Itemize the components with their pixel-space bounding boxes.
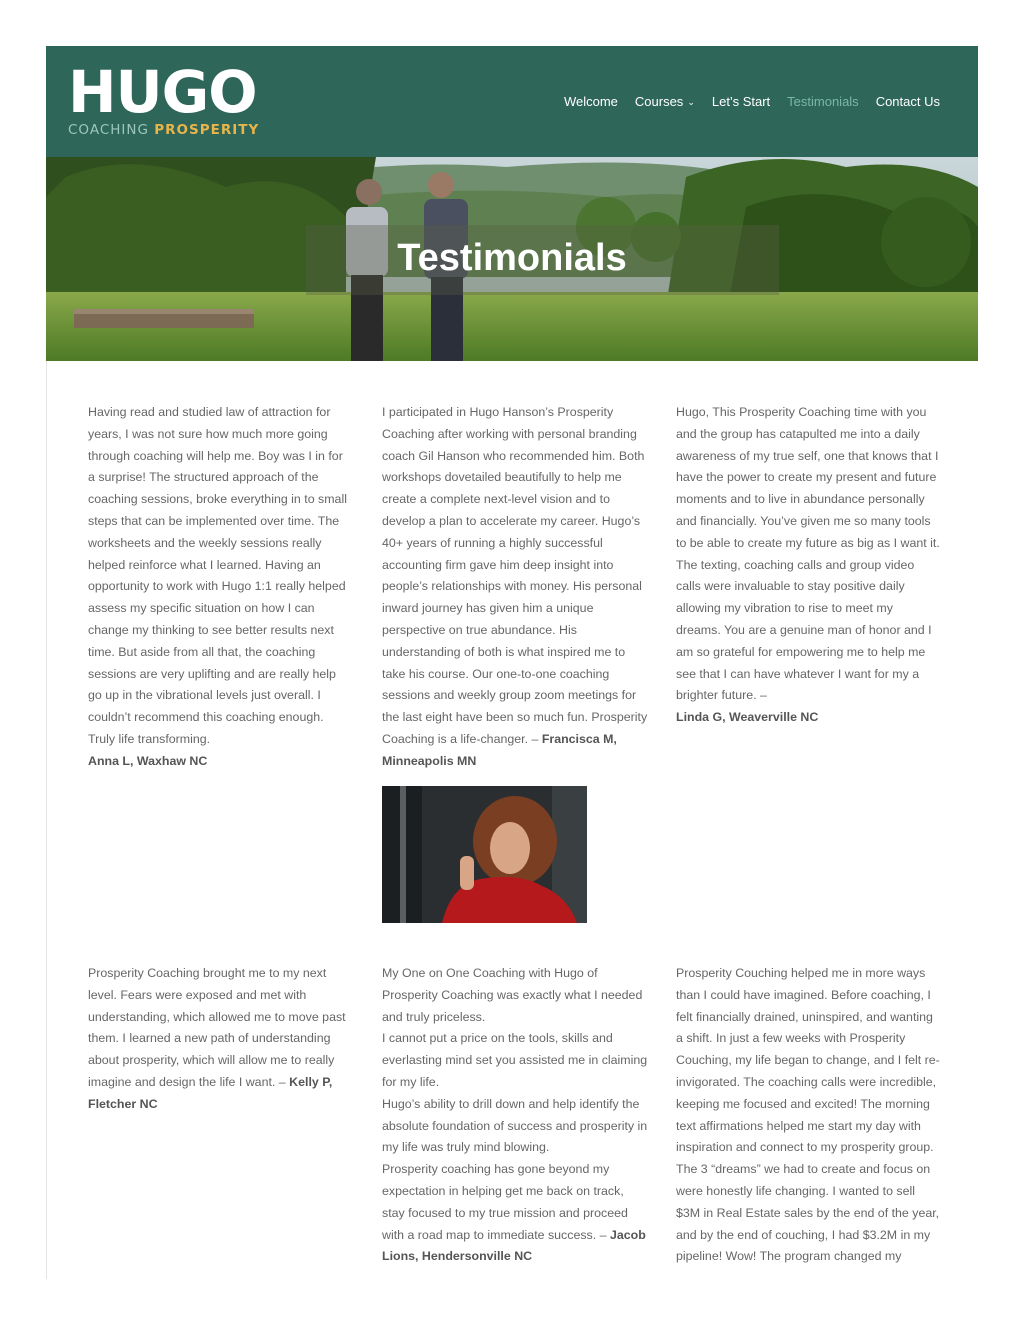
testimonial-card (382, 963, 648, 1268)
testimonial-paragraph: Hugo’s ability to drill down and help identify the absolute foundation of success and prosperity in my life was truly mind blowing. (382, 1096, 648, 1155)
testimonial-paragraph: My One on One Coaching with Hugo of Prosperity Coaching was exactly what I needed and truly priceless. (382, 966, 643, 1024)
nav-label: Testimonials (787, 94, 859, 109)
nav-label: Welcome (563, 94, 618, 109)
testimonial-text: Having read and studied law of attraction for years, I was not sure how much more going through coaching will help me. Boy was I in for a surprise! The structured approach of the coaching sessions, broke everything in to small steps that can be implemented over time. The worksheets and the weekly sessions really helped reinforce what I learned. Having an opportunity to work with Hugo 1:1 really helped assess my specific situation on how I can change my thinking to see better results next time. But aside from all that, the coaching sessions are very uplifting and are really help go up in the vibrational levels just overall. I couldn’t recommend this coaching enough. Truly life transforming. (88, 405, 347, 746)
testimonial-text: Prosperity Couching helped me in more ways than I could have imagined. Before coaching, I felt financially drained, uninspired, and wanting a shift. In just a few weeks with Prosperity Couching, my life began to change, and I felt re-invigorated. The coaching calls were incredible, keeping me focused and excited! The morning text affirmations helped me start my day with inspiration and connect to my prosperity group. The 3 “dreams” we had to create and focus on were honestly life changing. I wanted to sell $3M in Real Estate sales by the end of the year, and by the end of couching, I had $3.2M in my pipeline! Wow! The program changed my (676, 966, 940, 1264)
logo-tagline-prosperity: PROSPERITY (154, 122, 260, 138)
testimonial-card (382, 402, 648, 773)
testimonial-author: Francisca M, Minneapolis MN (382, 731, 617, 768)
nav-label: Let’s Start (711, 94, 771, 109)
testimonial-card (88, 402, 350, 773)
woman-portrait-image (382, 786, 587, 923)
site-header (46, 46, 978, 157)
page-left-border (46, 361, 47, 1279)
testimonial-paragraph: I cannot put a price on the tools, skills and everlasting mind set you assisted me in claiming for my life. (382, 1031, 648, 1089)
logo-tagline (68, 122, 259, 138)
site-logo[interactable] (68, 58, 260, 138)
nav-item-lets-start[interactable] (712, 94, 770, 109)
testimonial-text: Prosperity coaching has gone beyond my expectation in helping get me back on track, stay focused to my true mission and proceed with a road map to immediate success. – (382, 1162, 628, 1242)
testimonial-card (676, 963, 940, 1268)
logo-tagline-coaching: COACHING (68, 122, 149, 138)
logo-wordmark: HUGO (68, 58, 257, 126)
main-nav (564, 94, 940, 109)
testimonial-author: Linda G, Weaverville NC (676, 710, 819, 725)
nav-item-testimonials[interactable] (787, 94, 859, 109)
testimonial-text: I participated in Hugo Hanson’s Prosperity Coaching after working with personal branding coach Gil Hanson who recommended him. Both workshops dovetailed beautifully to help me create a complete next-level vision and to develop a plan to accelerate my career. Hugo’s 40+ years of running a highly successful accounting firm gave him deep insight into people’s relationships with money. His personal inward journey has given him a unique perspective on true abundance. His understanding of both is what inspired me to take his course. Our one-to-one coaching sessions and weekly group zoom meetings for the last eight have been so much fun. Prosperity Coaching is a life-changer. – (382, 405, 648, 746)
nav-item-contact-us[interactable] (876, 94, 940, 109)
testimonial-author: Kelly P, Fletcher NC (88, 1074, 333, 1111)
nav-item-courses[interactable] (635, 94, 695, 109)
testimonial-photo (382, 786, 587, 923)
nav-label: Courses (634, 94, 684, 109)
testimonial-text: Prosperity Coaching brought me to my next level. Fears were exposed and met with understanding, which allowed me to move past them. I learned a new path of understanding about prosperity, which will allow me to really imagine and design the life I want. – (88, 966, 346, 1089)
testimonial-text: Hugo, This Prosperity Coaching time with you and the group has catapulted me into a daily awareness of my true self, one that knows that I have the power to create my present and future moments and to live in abundance personally and financially. You’ve given me so many tools to be able to create my future as big as I want it. The texting, coaching calls and group video calls were invaluable to stay positive daily allowing my vibration to rise to meet my dreams. You are a genuine man of honor and I am so grateful for empowering me to help me see that I can have whatever I want for my a brighter future. – (676, 405, 940, 703)
nav-label: Contact Us (875, 94, 940, 109)
testimonial-card (88, 963, 350, 1116)
testimonial-author: Anna L, Waxhaw NC (88, 753, 208, 768)
page-title: Testimonials (397, 237, 627, 279)
chevron-down-icon: ⌄ (687, 97, 695, 107)
testimonial-card (676, 402, 940, 729)
nav-item-welcome[interactable] (564, 94, 618, 109)
hero-banner (46, 157, 978, 361)
testimonial-author: Jacob Lions, Hendersonville NC (382, 1227, 646, 1264)
